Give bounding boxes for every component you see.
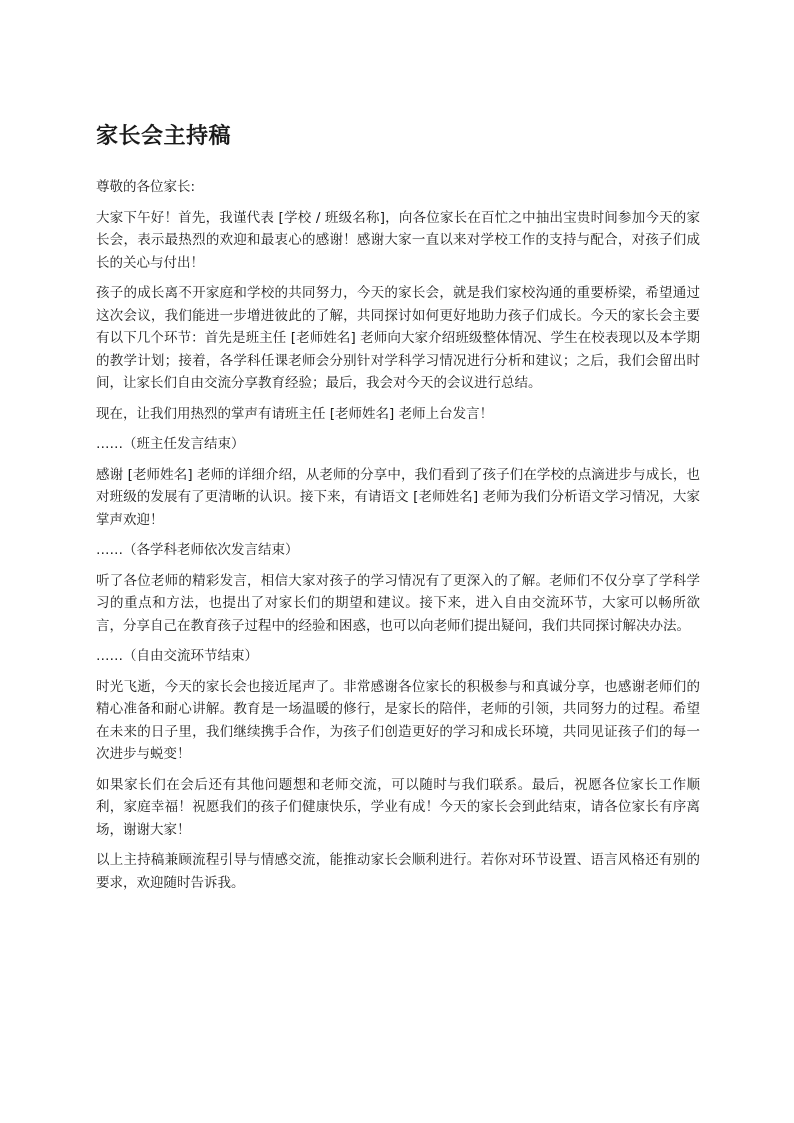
stage-note-head-teacher: ……（班主任发言结束） [96, 436, 245, 452]
document-page [96, 120, 700, 902]
invite-head-teacher-paragraph: 现在，让我们用热烈的掌声有请班主任 [老师姓名] 老师上台发言！ [96, 405, 494, 422]
free-discussion-paragraph: 听了各位老师的精彩发言，相信大家对孩子的学习情况有了更深入的了解。老师们不仅分享了学科学习的重点和方法，也提出了对家长们的期望和建议。接下来，进入自由交流环节，大家可以畅所欲言，分享自己在教育孩子过程中的经验和困惑，也可以向老师们提出疑问，我们共同探讨解决办法。 [96, 572, 700, 634]
stage-note-free-discussion: ……（自由交流环节结束） [96, 648, 258, 664]
document-title: 家长会主持稿 [96, 124, 232, 149]
agenda-paragraph: 孩子的成长离不开家庭和学校的共同努力，今天的家长会，就是我们家校沟通的重要桥梁，希望通过这次会议，我们能进一步增进彼此的了解，共同探讨如何更好地助力孩子们成长。今天的家长会主要有以下几个环节：首先是班主任 [老师姓名] 老师向大家介绍班级整体情况、学生在校表现以及本学期的教学计划；接着，各学科任课老师会分别针对学科学习情况进行分析和建议；之后，我们会留出时间，让家长们自由交流分享教育经验；最后，我会对今天的会议进行总结。 [96, 285, 700, 391]
footer-note-paragraph: 以上主持稿兼顾流程引导与情感交流，能推动家长会顺利进行。若你对环节设置、语言风格还有别的要求，欢迎随时告诉我。 [96, 852, 700, 891]
opening-paragraph: 大家下午好！首先，我谨代表 [学校 / 班级名称]，向各位家长在百忙之中抽出宝贵时间参加今天的家长会，表示最热烈的欢迎和最衷心的感谢！感谢大家一直以来对学校工作的支持与配合，对孩子们成长的关心与付出！ [96, 209, 700, 271]
farewell-paragraph: 如果家长们在会后还有其他问题想和老师交流，可以随时与我们联系。最后，祝愿各位家长工作顺利，家庭幸福！祝愿我们的孩子们健康快乐，学业有成！今天的家长会到此结束，请各位家长有序离场，谢谢大家！ [96, 776, 700, 838]
closing-paragraph: 时光飞逝，今天的家长会也接近尾声了。非常感谢各位家长的积极参与和真诚分享，也感谢老师们的精心准备和耐心讲解。教育是一场温暖的修行，是家长的陪伴，老师的引领，共同努力的过程。希望在未来的日子里，我们继续携手合作，为孩子们创造更好的学习和成长环境，共同见证孩子们的每一次进步与蜕变！ [96, 678, 700, 762]
transition-chinese-teacher-paragraph: 感谢 [老师姓名] 老师的详细介绍，从老师的分享中，我们看到了孩子们在学校的点滴进步与成长，也对班级的发展有了更清晰的认识。接下来，有请语文 [老师姓名] 老师为我们分析语文学习情况，大家掌声欢迎！ [96, 466, 700, 528]
greeting-paragraph: 尊敬的各位家长: [96, 179, 196, 195]
stage-note-subject-teachers: ……（各学科老师依次发言结束） [96, 542, 299, 558]
